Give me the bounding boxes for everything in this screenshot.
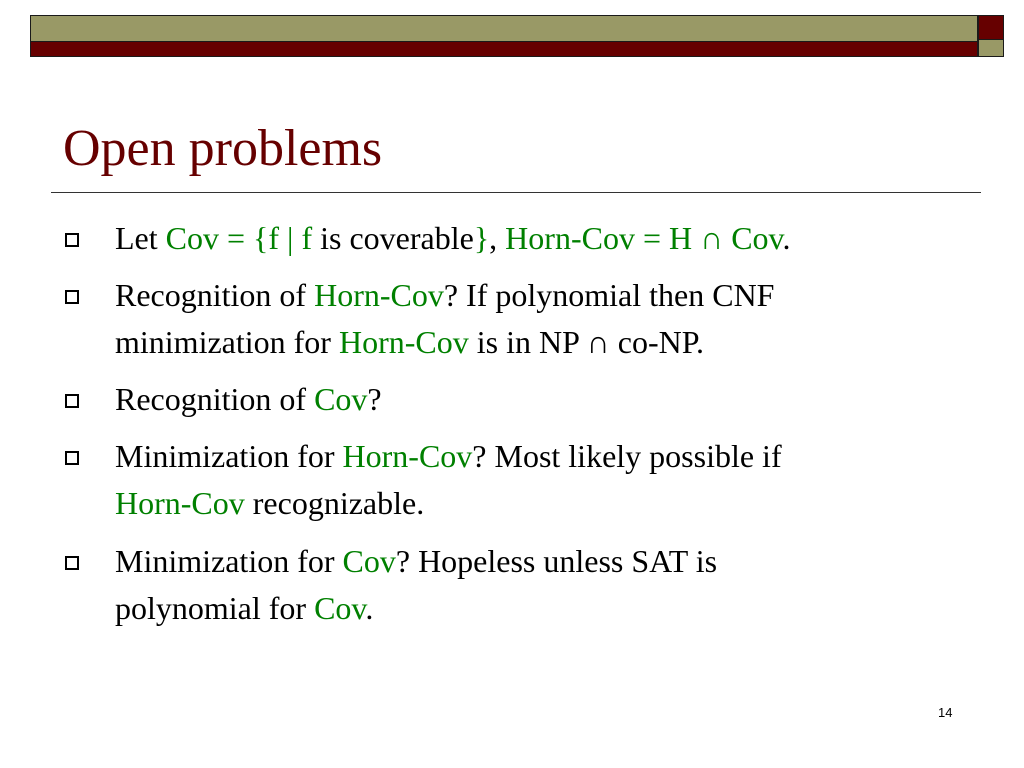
bullet-text-highlight: Horn-Cov	[115, 485, 245, 521]
bullet-marker-icon	[65, 233, 79, 247]
bullet-text-highlight: Cov	[314, 590, 366, 626]
bullet-text: Recognition of	[115, 381, 315, 417]
bullet-text: ? Most likely possible if	[472, 438, 782, 474]
bullet-line	[115, 319, 975, 366]
bullet-text-highlight: Horn-Cov	[314, 277, 444, 313]
page-number: 14	[938, 705, 953, 720]
bullet-text: ,	[489, 220, 506, 256]
bullet-line	[115, 272, 975, 319]
bullet-marker-icon	[65, 451, 79, 465]
bullet-line	[115, 433, 975, 480]
bullet-text: Let	[115, 220, 166, 256]
bullet-text-highlight: Horn-Cov = H ∩ Cov	[505, 220, 783, 256]
bullet-marker-icon	[65, 556, 79, 570]
bullet-item	[115, 538, 975, 632]
bullet-text: ? Hopeless unless SAT is	[395, 543, 718, 579]
bullet-text: .	[782, 220, 791, 256]
bullet-item	[115, 376, 975, 423]
bullet-text: Recognition of	[115, 277, 315, 313]
bullet-text: polynomial for	[115, 590, 315, 626]
bullet-text-highlight: Cov	[342, 543, 396, 579]
bullet-text-highlight: Horn-Cov	[342, 438, 473, 474]
bullet-marker-icon	[65, 394, 79, 408]
bullet-text-highlight: Horn-Cov	[338, 324, 469, 360]
bullet-item	[115, 433, 975, 527]
bullet-text: .	[365, 590, 374, 626]
bullet-text-highlight: }	[473, 220, 490, 256]
bullet-line	[115, 480, 975, 527]
bullet-text: recognizable.	[244, 485, 425, 521]
bullet-item	[115, 272, 975, 366]
bullet-text-highlight: Cov	[314, 381, 368, 417]
slide-title: Open problems	[63, 120, 383, 177]
bullet-text: Minimization for	[115, 438, 343, 474]
bullet-text: minimization for	[115, 324, 339, 360]
bullet-text: ?	[367, 381, 382, 417]
bullet-text-highlight: Cov = {f | f	[165, 220, 321, 256]
bullet-item	[115, 215, 975, 262]
bullet-marker-icon	[65, 290, 79, 304]
bullet-text: is coverable	[320, 220, 474, 256]
bullet-line	[115, 538, 975, 585]
bullet-text: Minimization for	[115, 543, 343, 579]
bullet-text: ? If polynomial then CNF	[443, 277, 775, 313]
bullet-text: is in NP ∩ co-NP.	[468, 324, 704, 360]
bullet-line	[115, 585, 975, 632]
